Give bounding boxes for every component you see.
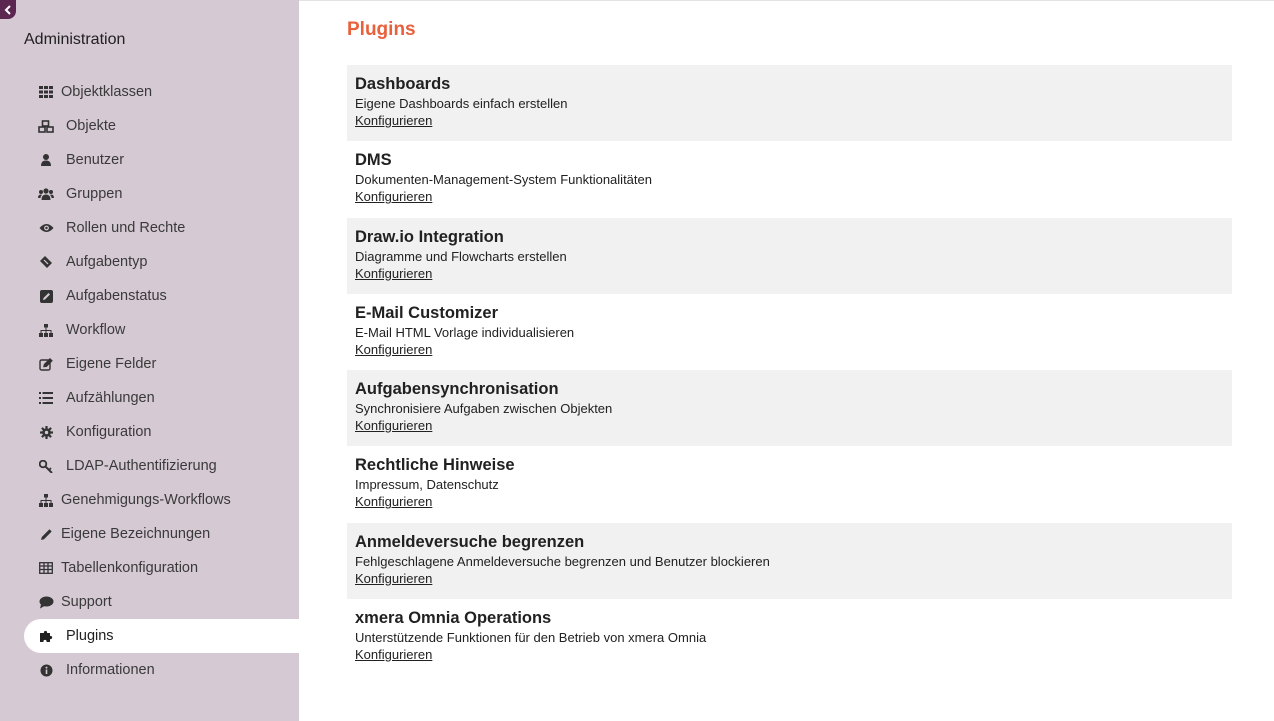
sidebar-item-gruppen[interactable] <box>24 177 299 211</box>
sidebar-item-label: Gruppen <box>66 186 123 202</box>
plugin-name: Dashboards <box>355 75 451 93</box>
plugin-description: E-Mail HTML Vorlage individualisieren <box>355 324 575 340</box>
configure-link[interactable]: Konfigurieren <box>355 189 433 205</box>
plugin-name: Anmeldeversuche begrenzen <box>355 532 585 551</box>
page-title: Plugins <box>347 19 416 40</box>
plugin-item-rechtliche-hinweise <box>347 446 1232 522</box>
pen-square-icon <box>38 356 54 372</box>
sidebar-item-benutzer[interactable] <box>24 143 299 177</box>
sidebar-item-objekte[interactable] <box>24 109 299 143</box>
sidebar-item-label: Objekte <box>66 118 116 134</box>
plugin-description: Diagramme und Flowcharts erstellen <box>355 248 567 264</box>
sidebar-item-label: Plugins <box>66 628 114 644</box>
sidebar-item-label: Benutzer <box>66 152 125 168</box>
sidebar-title: Administration <box>24 31 126 48</box>
sidebar-item-label: Eigene Felder <box>66 356 157 372</box>
table-icon <box>38 560 54 576</box>
sidebar-item-label: Eigene Bezeichnungen <box>61 526 211 542</box>
sidebar-item-konfiguration[interactable] <box>24 415 299 449</box>
list-icon <box>38 390 54 406</box>
grid-icon <box>38 84 54 100</box>
configure-link[interactable]: Konfigurieren <box>355 418 433 434</box>
sidebar <box>0 0 299 721</box>
sidebar-item-objektklassen[interactable] <box>24 75 299 109</box>
gear-icon <box>38 424 54 440</box>
sidebar-item-rollen-und-rechte[interactable] <box>24 211 299 245</box>
sidebar-item-label: Support <box>61 594 112 610</box>
eye-icon <box>38 220 54 236</box>
plugin-description: Unterstützende Funktionen für den Betrieb von xmera Omnia <box>355 630 707 646</box>
sidebar-item-plugins[interactable] <box>24 619 299 653</box>
edit-square-icon <box>38 288 54 304</box>
plugin-description: Dokumenten-Management-System Funktionalitäten <box>355 172 652 188</box>
sidebar-item-label: Aufzählungen <box>66 390 155 406</box>
sidebar-item-ldap-authentifizierung[interactable] <box>24 449 299 483</box>
sidebar-item-support[interactable] <box>24 585 299 619</box>
plugin-name: xmera Omnia Operations <box>355 609 552 628</box>
sidebar-item-aufgabentyp[interactable] <box>24 245 299 279</box>
sidebar-item-label: Tabellenkonfiguration <box>61 560 199 576</box>
sidebar-item-label: LDAP-Authentifizierung <box>66 458 217 474</box>
sidebar-item-label: Workflow <box>66 322 126 338</box>
sidebar-item-informationen[interactable] <box>24 653 299 687</box>
sidebar-item-genehmigungs-workflows[interactable] <box>24 483 299 517</box>
plugin-item-xmera-omnia-operations <box>347 599 1232 675</box>
plugin-item-anmeldeversuche-begrenzen <box>347 523 1232 599</box>
plugin-item-drawio-integration <box>347 218 1232 294</box>
configure-link[interactable]: Konfigurieren <box>355 647 433 663</box>
sitemap-icon <box>38 322 54 338</box>
configure-link[interactable]: Konfigurieren <box>355 570 433 586</box>
puzzle-icon <box>38 628 54 644</box>
plugin-name: E-Mail Customizer <box>355 303 499 322</box>
sidebar-item-label: Aufgabenstatus <box>66 288 167 304</box>
sidebar-item-label: Aufgabentyp <box>66 254 148 270</box>
sidebar-item-label: Objektklassen <box>61 84 153 100</box>
admin-nav <box>24 75 299 687</box>
sidebar-item-eigene-felder[interactable] <box>24 347 299 381</box>
users-icon <box>38 186 54 202</box>
sidebar-item-aufzaehlungen[interactable] <box>24 381 299 415</box>
pencil-icon <box>38 526 54 542</box>
info-icon <box>38 662 54 678</box>
sidebar-item-label: Konfiguration <box>66 424 152 440</box>
top-divider <box>299 0 1274 1</box>
sidebar-item-tabellenkonfiguration[interactable] <box>24 551 299 585</box>
sidebar-item-label: Genehmigungs-Workflows <box>61 492 231 508</box>
cubes-icon <box>38 118 54 134</box>
sidebar-item-label: Informationen <box>66 662 155 678</box>
configure-link[interactable]: Konfigurieren <box>355 113 433 128</box>
comment-icon <box>38 594 54 610</box>
user-icon <box>38 152 54 168</box>
collapse-sidebar-button[interactable] <box>0 0 16 19</box>
ticket-icon <box>38 254 54 270</box>
plugin-description: Fehlgeschlagene Anmeldeversuche begrenzen und Benutzer blockieren <box>355 553 770 569</box>
configure-link[interactable]: Konfigurieren <box>355 265 433 281</box>
chevron-left-icon <box>4 5 12 15</box>
plugin-description: Impressum, Datenschutz <box>355 477 499 493</box>
sitemap-icon <box>38 492 54 508</box>
plugin-item-email-customizer <box>347 294 1232 370</box>
plugin-name: Aufgabensynchronisation <box>355 380 559 399</box>
plugin-description: Eigene Dashboards einfach erstellen <box>355 96 568 111</box>
key-icon <box>38 458 54 474</box>
plugin-name: Draw.io Integration <box>355 227 504 246</box>
plugin-item-dashboards <box>347 65 1232 141</box>
plugin-description: Synchronisiere Aufgaben zwischen Objekten <box>355 401 613 417</box>
sidebar-item-label: Rollen und Rechte <box>66 220 186 236</box>
plugin-name: Rechtliche Hinweise <box>355 456 515 475</box>
configure-link[interactable]: Konfigurieren <box>355 494 433 510</box>
sidebar-item-aufgabenstatus[interactable] <box>24 279 299 313</box>
sidebar-item-eigene-bezeichnungen[interactable] <box>24 517 299 551</box>
plugin-item-dms <box>347 141 1232 217</box>
sidebar-item-workflow[interactable] <box>24 313 299 347</box>
plugin-item-aufgabensynchronisation <box>347 370 1232 446</box>
plugin-name: DMS <box>355 151 392 170</box>
plugin-list <box>347 65 1232 675</box>
configure-link[interactable]: Konfigurieren <box>355 341 433 357</box>
